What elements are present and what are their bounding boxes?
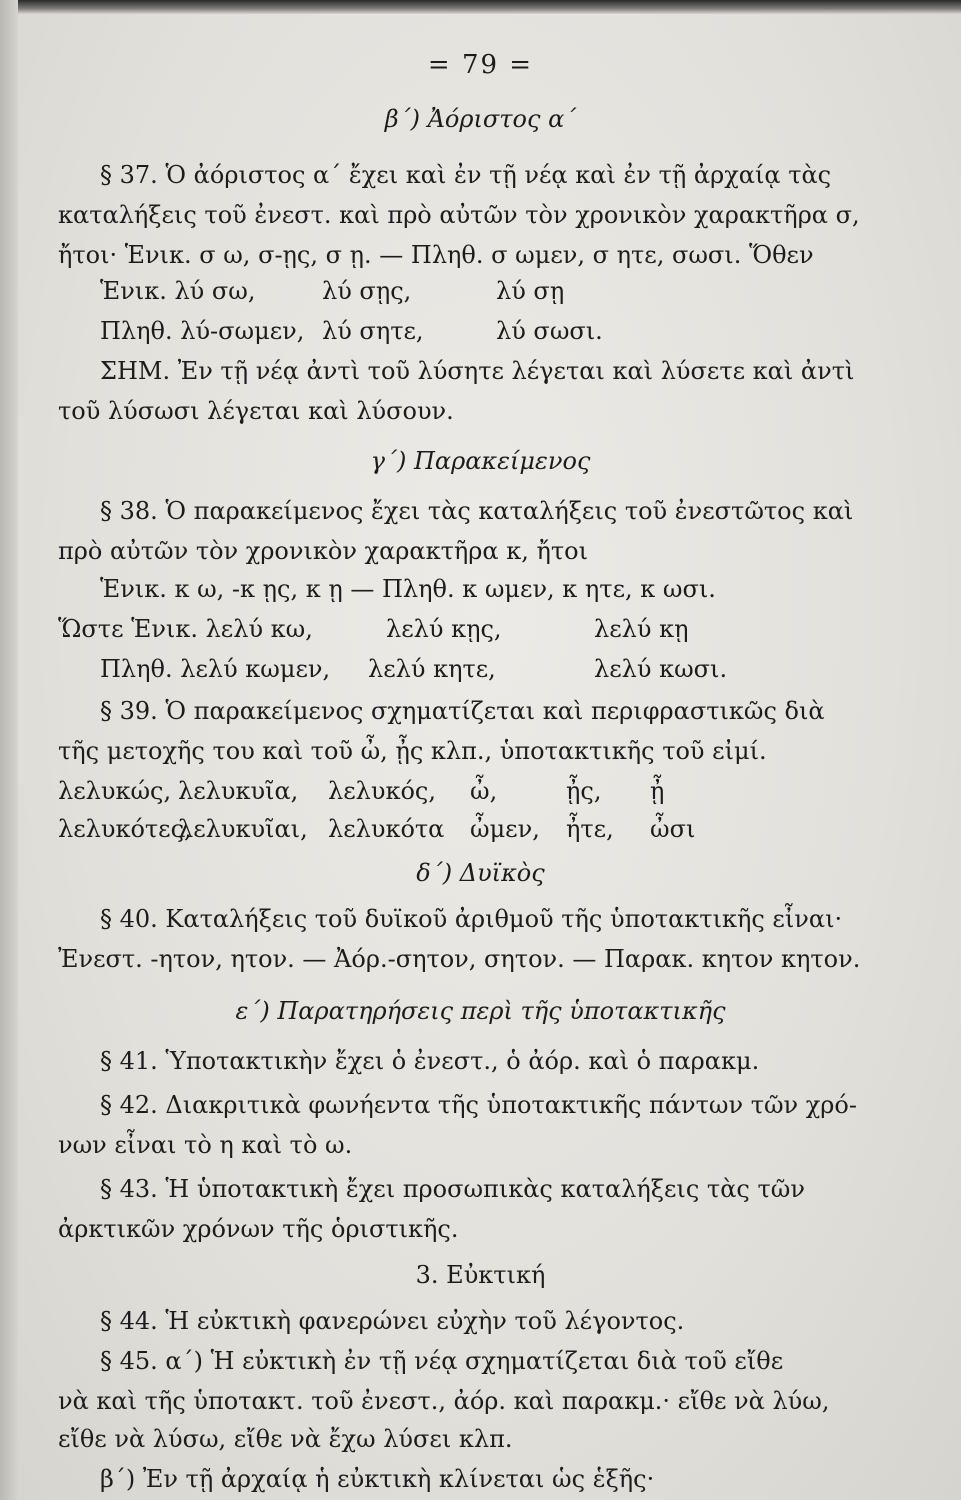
para-39-line-1: § 39. Ὁ παρακείμενος σχηματίζεται καὶ περιφραστικῶς διὰ — [100, 697, 825, 725]
heading-optative: 3. Εὐκτική — [415, 1261, 546, 1289]
table-cell: λελύ κῃ — [594, 615, 689, 643]
heading-dual: δ΄) Δυϊκὸς — [416, 859, 545, 887]
para-42-line-1: § 42. Διακριτικὰ φωνήεντα τῆς ὑποτακτικῆς πάντων τῶν χρό- — [100, 1091, 857, 1119]
table-cell: Πληθ. λύ-σωμεν, — [100, 317, 305, 345]
table-cell: λελυκυῖαι, — [178, 815, 308, 843]
para-45-line-4: β΄) Ἐν τῇ ἀρχαίᾳ ἡ εὐκτικὴ κλίνεται ὡς ἑξῆς· — [100, 1465, 655, 1493]
table-cell: λελυκός, — [328, 777, 436, 805]
para-38-line-1: § 38. Ὁ παρακείμενος ἔχει τὰς καταλήξεις τοῦ ἐνεστῶτος καὶ — [100, 497, 854, 525]
table-39-row-1 — [0, 776, 961, 806]
note-line-2: τοῦ λύσωσι λέγεται καὶ λύσουν. — [58, 397, 454, 425]
heading-aorist: β΄) Ἀόριστος α΄ — [384, 105, 577, 133]
table-cell: λελυκυῖα, — [178, 777, 299, 805]
para-37-line-3: ἤτοι· Ἑνικ. σ ω, σ-ῃς, σ ῃ. — Πληθ. σ ωμεν, σ ητε, σωσι. Ὅθεν — [58, 241, 814, 269]
table-cell: λελύ κῃς, — [386, 615, 502, 643]
para-40-line-2: Ἐνεστ. -ητον, ητον. — Ἀόρ.-σητον, σητον. — Παρακ. κητον κητον. — [58, 945, 861, 973]
table-cell: λύ σωσι. — [496, 317, 603, 345]
scan-top-edge — [0, 0, 961, 14]
table-cell: λελυκότα — [328, 815, 445, 843]
table-cell: λύ σῃ — [496, 277, 565, 305]
table-38-row-2 — [0, 654, 961, 684]
para-45-line-1: § 45. α΄) Ἡ εὐκτικὴ ἐν τῇ νέᾳ σχηματίζεται διὰ τοῦ εἴθε — [100, 1347, 784, 1375]
table-39-row-2 — [0, 814, 961, 844]
table-37-row-1 — [0, 276, 961, 306]
table-cell: λελυκότες, — [58, 815, 192, 843]
table-cell: ὦμεν, — [470, 815, 540, 843]
table-cell: ᾖς, — [566, 777, 602, 805]
table-cell: λελύ κωσι. — [594, 655, 728, 683]
para-38-line-2: πρὸ αὐτῶν τὸν χρονικὸν χαρακτῆρα κ, ἤτοι — [58, 537, 588, 565]
para-45-line-3: εἴθε νὰ λύσω, εἴθε νὰ ἔχω λύσει κλπ. — [58, 1425, 513, 1453]
note-line-1: ΣΗΜ. Ἐν τῇ νέᾳ ἀντὶ τοῦ λύσητε λέγεται καὶ λύσετε καὶ ἀντὶ — [100, 357, 855, 385]
table-cell: λύ σῃς, — [322, 277, 412, 305]
table-cell: ἦτε, — [566, 815, 614, 843]
para-42-line-2: νων εἶναι τὸ η καὶ τὸ ω. — [58, 1131, 353, 1159]
table-cell: λελύ κητε, — [368, 655, 496, 683]
para-37-line-2: καταλήξεις τοῦ ἐνεστ. καὶ πρὸ αὐτῶν τὸν χρονικὸν χαρακτῆρα σ, — [58, 201, 860, 229]
para-43-line-1: § 43. Ἡ ὑποτακτικὴ ἔχει προσωπικὰς καταλήξεις τὰς τῶν — [100, 1175, 805, 1203]
table-cell: ὦσι — [650, 815, 696, 843]
table-cell: λελυκώς, — [58, 777, 172, 805]
table-cell: Ἑνικ. λύ σω, — [100, 277, 256, 305]
para-45-line-2: νὰ καὶ τῆς ὑποτακτ. τοῦ ἐνεστ., ἀόρ. καὶ παρακμ.· εἴθε νὰ λύω, — [58, 1387, 830, 1415]
table-cell: λύ σητε, — [322, 317, 424, 345]
heading-perfect: γ΄) Παρακείμενος — [370, 447, 591, 475]
table-cell: ᾖ — [650, 777, 665, 805]
para-38-line-3: Ἑνικ. κ ω, -κ ῃς, κ ῃ — Πληθ. κ ωμεν, κ ητε, κ ωσι. — [100, 575, 716, 603]
para-44: § 44. Ἡ εὐκτικὴ φανερώνει εὐχὴν τοῦ λέγοντος. — [100, 1307, 685, 1335]
table-cell: Ὥστε Ἑνικ. λελύ κω, — [58, 615, 313, 643]
table-38-row-1 — [0, 614, 961, 644]
table-cell: ὦ, — [470, 777, 498, 805]
heading-remarks: ε΄) Παρατηρήσεις περὶ τῆς ὑποτακτικῆς — [235, 997, 726, 1025]
para-41: § 41. Ὑποτακτικὴν ἔχει ὁ ἐνεστ., ὁ ἀόρ. καὶ ὁ παρακμ. — [100, 1047, 760, 1075]
para-37-line-1: § 37. Ὁ ἀόριστος α΄ ἔχει καὶ ἐν τῇ νέᾳ καὶ ἐν τῇ ἀρχαίᾳ τὰς — [100, 161, 832, 189]
para-39-line-2: τῆς μετοχῆς του καὶ τοῦ ὦ, ᾖς κλπ., ὑποτακτικῆς τοῦ εἰμί. — [58, 737, 767, 765]
table-cell: Πληθ. λελύ κωμεν, — [100, 655, 331, 683]
para-40-line-1: § 40. Καταλήξεις τοῦ δυϊκοῦ ἀριθμοῦ τῆς ὑποτακτικῆς εἶναι· — [100, 905, 843, 933]
table-37-row-2 — [0, 316, 961, 346]
page-number: = 79 = — [427, 50, 534, 80]
para-43-line-2: ἀρκτικῶν χρόνων τῆς ὁριστικῆς. — [58, 1215, 459, 1243]
